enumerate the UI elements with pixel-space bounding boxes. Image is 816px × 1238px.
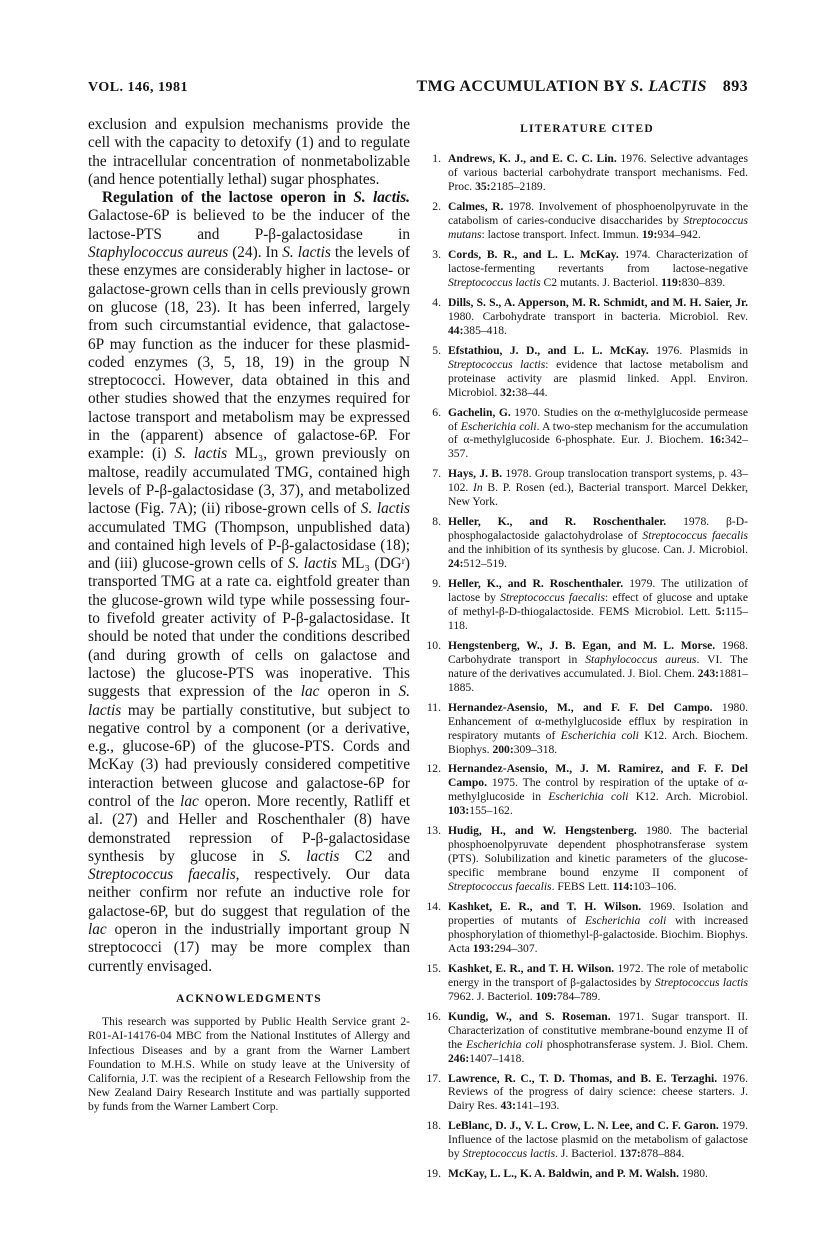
reference-text: Calmes, R. 1978. Involvement of phosphoenolpyruvate in the catabolism of caries-conducive disaccharides by Streptococcus mutans: lactose transport. Infect. Immun. 19:934–942. — [448, 200, 748, 242]
reference-item — [426, 406, 748, 462]
reference-number: 1. — [432, 152, 441, 166]
running-title-text: TMG ACCUMULATION BY — [416, 78, 631, 95]
reference-text: Hernandez-Asensio, M., and F. F. Del Campo. 1980. Enhancement of α-methylglucoside efflux by respiration in respiratory mutants of Escherichia coli K12. Arch. Biochem. Biophys. 200:309–318. — [448, 700, 749, 756]
reference-text: Hays, J. B. 1978. Group translocation transport systems, p. 43–102. In B. P. Rosen (ed.), Bacterial transport. Marcel Dekker, New York. — [448, 467, 748, 509]
reference-item — [426, 344, 748, 400]
reference-text: Hernandez-Asensio, M., J. M. Ramirez, and F. F. Del Campo. 1975. The control by respiration of the uptake of α-methylglucoside in Escherichia coli K12. Arch. Microbiol. 103:155–162. — [448, 762, 749, 818]
reference-number: 16. — [426, 1009, 441, 1023]
reference-item — [426, 467, 748, 509]
reference-item — [426, 515, 748, 571]
reference-number: 2. — [432, 200, 441, 214]
reference-number: 12. — [426, 762, 441, 776]
reference-authors: McKay, L. L., K. A. Baldwin, and P. M. Walsh. — [448, 1167, 679, 1181]
reference-authors: Hernandez-Asensio, M., J. M. Ramirez, and F. F. Del Campo. — [448, 762, 748, 790]
reference-text: Heller, K., and R. Roschenthaler. 1979. The utilization of lactose by Streptococcus faecalis: effect of glucose and uptake of methyl-β-D-thiogalactoside. FEMS Microbiol. Lett. 5:115–118. — [448, 577, 748, 632]
reference-text: Hengstenberg, W., J. B. Egan, and M. L. Morse. 1968. Carbohydrate transport in Staphylococcus aureus. VI. The nature of the derivatives accumulated. J. Biol. Chem. 243:1881–1885. — [448, 638, 748, 694]
reference-authors: Efstathiou, J. D., and L. L. McKay. — [448, 343, 649, 357]
reference-text: Heller, K., and R. Roschenthaler. 1978. β-D-phosphogalactoside galactohydrolase of Streptococcus faecalis and the inhibition of its synthesis by glucose. Can. J. Microbiol. 24:512–519. — [448, 515, 749, 571]
reference-authors: Lawrence, R. C., T. D. Thomas, and B. E. Terzaghi. — [448, 1071, 718, 1085]
reference-authors: Dills, S. S., A. Apperson, M. R. Schmidt, and M. H. Saier, Jr. — [448, 295, 748, 309]
reference-text: McKay, L. L., K. A. Baldwin, and P. M. Walsh. 1980. — [448, 1167, 708, 1181]
reference-authors: Kashket, E. R., and T. H. Wilson. — [448, 961, 615, 975]
reference-text: Kashket, E. R., and T. H. Wilson. 1972. The role of metabolic energy in the transport of β-galactosides by Streptococcus lactis 7962. J. Bacteriol. 109:784–789. — [448, 961, 748, 1003]
reference-item — [426, 296, 748, 338]
reference-text: Kundig, W., and S. Roseman. 1971. Sugar transport. II. Characterization of constitutive membrane-bound enzyme II of the Escherichia coli phosphotransferase system. J. Biol. Chem. 246:1407–1418. — [448, 1009, 748, 1065]
reference-item — [426, 639, 748, 695]
reference-number: 10. — [426, 638, 441, 652]
reference-authors: Gachelin, G. — [448, 405, 511, 419]
reference-authors: Heller, K., and R. Roschenthaler. — [448, 577, 624, 591]
reference-text: Lawrence, R. C., T. D. Thomas, and B. E. Terzaghi. 1976. Reviews of the progress of dairy science: cheese starters. J. Dairy Res. 43:141–193. — [448, 1071, 748, 1113]
reference-number: 4. — [432, 295, 441, 309]
section-heading: Regulation of the lactose operon in S. lactis. — [102, 189, 411, 207]
reference-text: Cords, B. R., and L. L. McKay. 1974. Characterization of lactose-fermenting revertants from lactose-negative Streptococcus lactis C2 mutants. J. Bacteriol. 119:830–839. — [448, 248, 749, 289]
acknowledgments-heading: ACKNOWLEDGMENTS — [176, 992, 322, 1005]
reference-authors: Andrews, K. J., and E. C. C. Lin. — [448, 152, 617, 166]
reference-item — [426, 701, 748, 757]
reference-number: 13. — [426, 824, 441, 838]
volume-label: VOL. 146, 1981 — [88, 80, 189, 95]
acknowledgments-text: This research was supported by Public Health Service grant 2-R01-AI-14176-04 MBC from the National Institutes of Allergy and Infectious Diseases and by a grant from the Warner Lambert Foundation to M.H.S. While on study leave at the University of California, J.T. was the recipient of a Research Fellowship from the New Zealand Dairy Research Institute and was partially supported by funds from the Warner Lambert Corp. — [88, 1015, 410, 1114]
reference-authors: Hengstenberg, W., J. B. Egan, and M. L. Morse. — [448, 638, 716, 652]
reference-number: 15. — [426, 961, 441, 975]
reference-authors: Cords, B. R., and L. L. McKay. — [448, 248, 619, 262]
reference-authors: Hernandez-Asensio, M., and F. F. Del Campo. — [448, 700, 713, 714]
reference-item — [426, 762, 748, 818]
reference-text: Hudig, H., and W. Hengstenberg. 1980. The bacterial phosphoenolpyruvate dependent phosphotransferase system (PTS). Solubilization and kinetic parameters of the glucose-specific membrane bound enzyme II component of Streptococcus faecalis. FEBS Lett. 114:103–106. — [448, 824, 748, 894]
literature-cited-heading: LITERATURE CITED — [520, 123, 654, 135]
reference-number: 17. — [426, 1071, 441, 1085]
reference-item — [426, 1167, 748, 1181]
reference-authors: Hudig, H., and W. Hengstenberg. — [448, 824, 637, 838]
reference-item — [426, 577, 748, 633]
reference-number: 11. — [426, 700, 441, 714]
running-title-species: S. LACTIS — [630, 78, 707, 95]
reference-item — [426, 900, 748, 956]
reference-text: Kashket, E. R., and T. H. Wilson. 1969. Isolation and properties of mutants of Escherichia coli with increased phosphorylation of thiomethyl-β-galactoside. Biochim. Biophys. Acta 193:294–307. — [448, 900, 749, 955]
reference-authors: Hays, J. B. — [448, 467, 503, 481]
reference-authors: LeBlanc, D. J., V. L. Crow, L. N. Lee, and C. F. Garon. — [448, 1119, 719, 1133]
left-column — [88, 116, 410, 1115]
reference-number: 19. — [426, 1167, 441, 1181]
reference-number: 18. — [426, 1119, 441, 1133]
running-title — [417, 78, 749, 96]
reference-number: 9. — [432, 577, 441, 591]
reference-number: 6. — [432, 405, 441, 419]
reference-item — [426, 152, 748, 194]
lac-operon-paragraph: Regulation of the lactose operon in S. lactis. Galactose-6P is believed to be the inducer of the lactose-PTS and P-β-galactosidase in Staphylococcus aureus (24). In S. lactis the levels of these enzymes are considerably higher in lactose- or galactose-grown cells than in cells previously grown on glucose (18, 23). It has been inferred, largely from such circumstantial evidence, that galactose-6P may function as the inducer for these plasmid-coded enzymes (3, 5, 18, 19) in the group N streptococci. However, data obtained in this and other studies showed that the enzymes required for lactose transport and metabolism may be expressed in the (apparent) absence of galactose-6P. For example: (i) S. lactis ML₃, grown previously on maltose, readily accumulated TMG, contained high levels of P-β-galactosidase (3, 37), and metabolized lactose (Fig. 7A); (ii) ribose-grown cells of S. lactis accumulated TMG (Thompson, unpublished data) and contained high levels of P-β-galactosidase (18); and (iii) glucose-grown cells of S. lactis ML₃ (DGʳ) transported TMG at a rate ca. eightfold greater than the glucose-grown wild type while possessing four- to fivefold greater activity of P-β-galactosidase. It should be noted that under the conditions described (and during growth of cells on galactose and lactose) the glucose-PTS was inoperative. This suggests that expression of the lac operon in S. lactis may be partially constitutive, but subject to negative control by a component (or a derivative, e.g., glucose-6P) of the glucose-PTS. Cords and McKay (3) had previously considered competitive interaction between glucose and galactose-6P for control of the lac operon. More recently, Ratliff et al. (27) and Heller and Roschenthaler (8) have demonstrated repression of P-β-galactosidase synthesis by glucose in S. lactis C2 and Streptococcus faecalis, respectively. Our data neither confirm nor refute an inductive role for galactose-6P, but do suggest that regulation of the lac operon in the industrially important group N streptococci (17) may be more complex than currently envisaged. — [88, 189, 411, 975]
reference-item — [426, 1072, 748, 1114]
reference-text: Andrews, K. J., and E. C. C. Lin. 1976. Selective advantages of various bacterial carbohydrate transport mechanisms. Fed. Proc. 35:2185–2189. — [448, 152, 748, 194]
reference-item — [426, 824, 748, 894]
page-number: 893 — [722, 78, 748, 95]
page-header — [88, 78, 748, 102]
reference-list — [426, 152, 748, 1181]
reference-authors: Kashket, E. R., and T. H. Wilson. — [448, 900, 642, 914]
reference-text: Gachelin, G. 1970. Studies on the α-methylglucoside permease of Escherichia coli. A two-step mechanism for the accumulation of α-methylglucoside 6-phosphate. Eur. J. Biochem. 16:342–357. — [448, 405, 748, 461]
reference-number: 7. — [432, 467, 441, 481]
reference-text: LeBlanc, D. J., V. L. Crow, L. N. Lee, and C. F. Garon. 1979. Influence of the lactose plasmid on the metabolism of galactose by Streptococcus lactis. J. Bacteriol. 137:878–884. — [448, 1119, 748, 1161]
right-column — [426, 116, 748, 1187]
reference-item — [426, 1119, 748, 1161]
reference-number: 5. — [432, 343, 441, 357]
reference-number: 3. — [432, 248, 441, 262]
reference-authors: Kundig, W., and S. Roseman. — [448, 1009, 611, 1023]
reference-text: Dills, S. S., A. Apperson, M. R. Schmidt, and M. H. Saier, Jr. 1980. Carbohydrate transport in bacteria. Microbiol. Rev. 44:385–418. — [448, 295, 748, 337]
reference-authors: Calmes, R. — [448, 200, 504, 214]
reference-item — [426, 200, 748, 242]
reference-number: 8. — [432, 515, 441, 529]
reference-item — [426, 1010, 748, 1066]
reference-item — [426, 962, 748, 1004]
reference-item — [426, 248, 748, 290]
continuation-paragraph: exclusion and expulsion mechanisms provide the cell with the capacity to detoxify (1) and to regulate the intracellular concentration of nonmetabolizable (and hence potentially lethal) sugar phosphates. — [88, 116, 410, 188]
reference-number: 14. — [426, 900, 441, 914]
reference-authors: Heller, K., and R. Roschenthaler. — [448, 515, 667, 529]
reference-text: Efstathiou, J. D., and L. L. McKay. 1976. Plasmids in Streptococcus lactis: evidence that lactose metabolism and proteinase activity are plasmid linked. Appl. Environ. Microbiol. 32:38–44. — [448, 343, 748, 399]
